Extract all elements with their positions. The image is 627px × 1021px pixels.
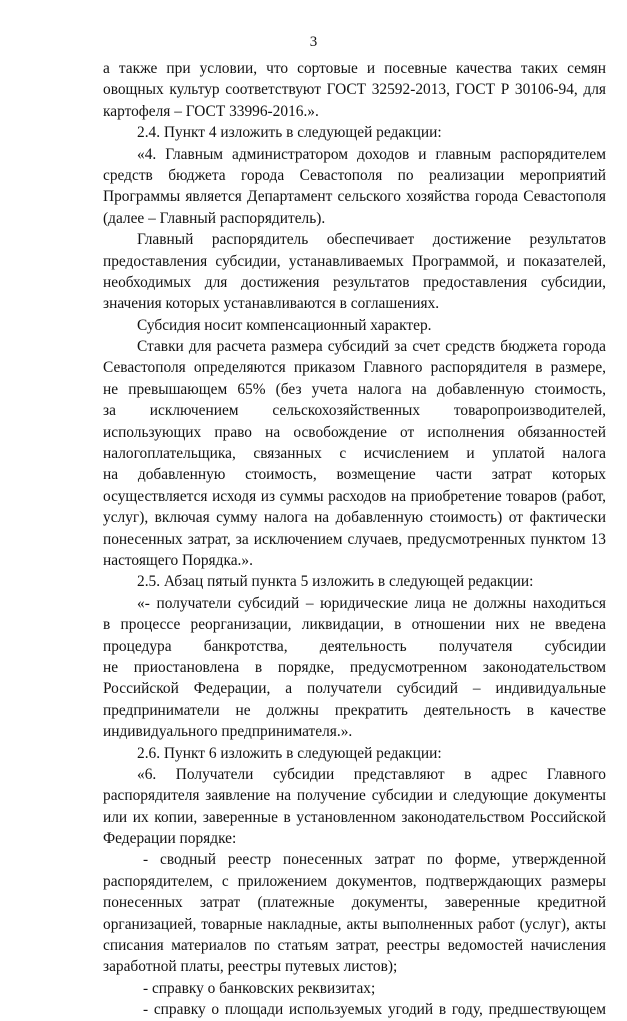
text-line: или их копии, заверенные в установленном законодательством Российской bbox=[103, 808, 606, 826]
text-line: осуществляется исходя из суммы расходов на приобретение товаров (работ, bbox=[103, 487, 606, 505]
document-body bbox=[103, 58, 606, 1021]
text-line: Российской Федерации, а получатели субсидий – индивидуальные bbox=[103, 680, 606, 698]
text-line: услуг), включая сумму налога на добавленную стоимость) от фактически bbox=[103, 509, 606, 527]
page-number: 3 bbox=[309, 34, 318, 50]
text-line: распорядителя заявление на получение субсидии и следующие документы bbox=[103, 787, 606, 805]
text-line: Севастополя определяются приказом Главного распорядителя в размере, bbox=[103, 359, 606, 377]
text-line: на добавленную стоимость, возмещение части затрат которых bbox=[103, 466, 606, 484]
text-line: необходимых для достижения результатов предоставления субсидии, bbox=[103, 273, 606, 291]
text-line: средств бюджета города Севастополя по реализации мероприятий bbox=[103, 166, 606, 184]
text-line: значения которых устанавливаются в соглашениях. bbox=[103, 295, 440, 313]
text-line: понесенных затрат, за исключением случаев, предусмотренных пунктом 13 bbox=[103, 530, 606, 548]
text-line: Федерации порядке: bbox=[103, 830, 237, 848]
text-line: организацией, товарные накладные, акты выполненных работ (услуг), акты bbox=[103, 915, 606, 933]
text-line: индивидуального предпринимателя.». bbox=[103, 723, 353, 741]
text-line: распорядителем, с приложением документов, подтверждающих размеры bbox=[103, 872, 606, 890]
text-line: «- получатели субсидий – юридические лица не должны находиться bbox=[137, 594, 606, 612]
text-line: 2.6. Пункт 6 изложить в следующей редакции: bbox=[137, 744, 442, 762]
text-line: налогоплательщика, связанных с исчислением и уплатой налога bbox=[103, 445, 606, 463]
text-line: не приостановлена в порядке, предусмотренном законодательством bbox=[103, 658, 606, 676]
text-line: «4. Главным администратором доходов и главным распорядителем bbox=[137, 145, 606, 163]
text-line: «6. Получатели субсидии представляют в адрес Главного bbox=[137, 765, 606, 783]
text-line: использующих право на освобождение от исполнения обязанностей bbox=[103, 423, 606, 441]
text-line: процедура банкротства, деятельность получателя субсидии bbox=[103, 637, 606, 655]
text-line: заработной платы, реестры путевых листов); bbox=[103, 958, 398, 976]
text-line: картофеля – ГОСТ 33996-2016.». bbox=[103, 102, 319, 120]
text-line: в процессе реорганизации, ликвидации, в отношении них не введена bbox=[103, 616, 606, 634]
text-line: предоставления субсидии, устанавливаемых Программой, и показателей, bbox=[103, 252, 606, 270]
text-line: Субсидия носит компенсационный характер. bbox=[137, 316, 432, 334]
text-line: не превышающем 65% (без учета налога на добавленную стоимость, bbox=[103, 380, 606, 398]
text-line: - справку о банковских реквизитах; bbox=[143, 979, 376, 997]
text-line: Главный распорядитель обеспечивает достижение результатов bbox=[137, 231, 606, 249]
text-line: - сводный реестр понесенных затрат по форме, утвержденной bbox=[143, 851, 606, 869]
text-line: Ставки для расчета размера субсидий за счет средств бюджета города bbox=[137, 338, 606, 356]
text-line: 2.4. Пункт 4 изложить в следующей редакции: bbox=[137, 124, 442, 142]
text-line: овощных культур соответствуют ГОСТ 32592-2013, ГОСТ Р 30106-94, для bbox=[103, 81, 606, 99]
text-line: Программы является Департамент сельского хозяйства города Севастополя bbox=[103, 188, 606, 206]
text-line: настоящего Порядка.». bbox=[103, 551, 253, 569]
text-line: понесенных затрат (платежные документы, заверенные кредитной bbox=[103, 894, 606, 912]
text-line: предприниматели не должны прекратить деятельность в качестве bbox=[103, 701, 606, 719]
text-line: а также при условии, что сортовые и посевные качества таких семян bbox=[103, 60, 606, 77]
text-line: - справку о площади используемых угодий в году, предшествующем bbox=[143, 1001, 606, 1019]
text-line: 2.5. Абзац пятый пункта 5 изложить в следующей редакции: bbox=[137, 573, 534, 591]
text-line: списания материалов по статьям затрат, реестры ведомостей начисления bbox=[103, 937, 606, 955]
text-line: (далее – Главный распорядитель). bbox=[103, 209, 326, 227]
text-line: за исключением сельскохозяйственных товаропроизводителей, bbox=[103, 402, 606, 420]
